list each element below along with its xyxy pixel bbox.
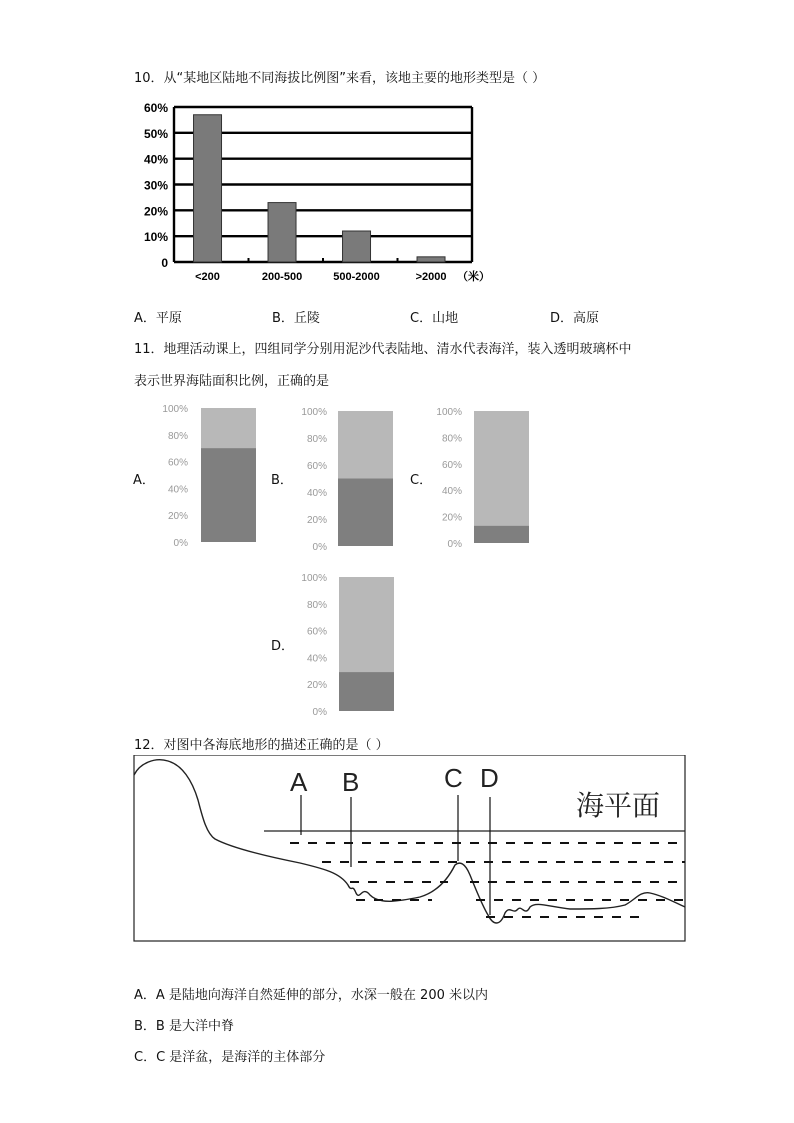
y-tick-label: 50% — [143, 126, 168, 141]
q10-option-b[interactable]: B．丘陵 — [272, 311, 320, 326]
cup-tick-label: 60% — [306, 461, 327, 472]
cup-tick-label: 20% — [441, 512, 462, 524]
cup-tick-label: 100% — [301, 573, 327, 584]
q11-stem-line2: 表示世界海陆面积比例，正确的是 — [134, 374, 330, 389]
cup-tick-label: 60% — [306, 626, 327, 638]
water-dashes — [290, 843, 685, 917]
y-tick-label: 0 — [161, 256, 168, 270]
cup-tick-label: 0% — [447, 539, 462, 550]
y-tick-label: 30% — [143, 178, 168, 193]
q11-option-a-label[interactable]: A． — [133, 473, 155, 488]
bar — [194, 115, 222, 262]
land-fill — [339, 672, 394, 711]
cup-tick-label: 40% — [306, 488, 327, 499]
diagram-frame — [134, 755, 685, 941]
cup-tick-label: 40% — [306, 653, 327, 665]
q11-option-b-label[interactable]: B． — [271, 473, 293, 488]
q12-option-c[interactable]: C．C 是洋盆，是海洋的主体部分 — [134, 1050, 326, 1065]
bar — [343, 231, 371, 262]
cup-tick-label: 80% — [306, 599, 327, 611]
x-tick-label: >2000 — [415, 271, 447, 283]
cup-tick-label: 100% — [162, 404, 188, 415]
cup-tick-label: 20% — [306, 515, 327, 526]
land-fill — [474, 526, 529, 543]
q10-option-c[interactable]: C．山地 — [410, 311, 459, 326]
y-tick-label: 40% — [143, 152, 168, 167]
land-fill — [201, 448, 256, 542]
x-tick-label: 200-500 — [261, 271, 303, 283]
cup-tick-label: 100% — [436, 407, 462, 418]
label-d: D — [480, 763, 499, 793]
y-tick-label: 20% — [143, 204, 168, 219]
cup-tick-label: 20% — [306, 680, 327, 692]
land-fill — [338, 479, 393, 547]
x-tick-label: <200 — [195, 271, 220, 283]
cup-tick-label: 0% — [312, 542, 327, 553]
q12-stem: 12．对图中各海底地形的描述正确的是（ ） — [134, 738, 389, 753]
bar — [268, 203, 296, 262]
cup-tick-label: 0% — [173, 538, 188, 549]
q11-stem-line1: 11．地理活动课上，四组同学分别用泥沙代表陆地、清水代表海洋，装入透明玻璃杯中 — [134, 342, 632, 357]
cup-tick-label: 40% — [441, 486, 462, 498]
bar — [417, 257, 445, 262]
sea-level-label: 海平面 — [576, 789, 661, 822]
cup-tick-label: 60% — [167, 457, 188, 469]
label-c: C — [444, 763, 463, 793]
q12-option-b[interactable]: B．B 是大洋中脊 — [134, 1019, 234, 1034]
cup-tick-label: 80% — [306, 434, 327, 445]
q12-option-a[interactable]: A．A 是陆地向海洋自然延伸的部分，水深一般在 200 米以内 — [134, 988, 488, 1003]
cup-chart-d — [301, 573, 394, 718]
cup-tick-label: 80% — [167, 430, 188, 442]
x-unit-label: （米） — [457, 271, 491, 283]
label-b: B — [342, 767, 360, 797]
q10-option-d[interactable]: D．高原 — [550, 311, 600, 326]
cup-tick-label: 100% — [301, 407, 327, 418]
y-tick-label: 10% — [143, 230, 168, 245]
q11-option-d-label[interactable]: D． — [271, 639, 295, 654]
cup-charts — [0, 395, 794, 735]
cup-tick-label: 60% — [441, 459, 462, 471]
y-tick-label: 60% — [143, 101, 168, 115]
cup-chart-a — [162, 404, 256, 549]
water-fill — [474, 411, 529, 543]
q10-stem: 10．从“某地区陆地不同海拔比例图”来看，该地主要的地形类型是（ ） — [134, 71, 546, 86]
seafloor-diagram — [0, 755, 794, 955]
cup-chart-b — [301, 407, 393, 553]
terrain-profile — [134, 760, 685, 923]
cup-tick-label: 40% — [167, 484, 188, 496]
cup-tick-label: 80% — [441, 433, 462, 445]
x-tick-label: 500-2000 — [333, 271, 380, 283]
q10-option-a[interactable]: A．平原 — [134, 311, 182, 326]
q11-option-c-label[interactable]: C． — [410, 473, 433, 488]
label-a: A — [290, 767, 308, 797]
cup-tick-label: 0% — [312, 707, 327, 718]
cup-chart-c — [436, 407, 529, 550]
cup-tick-label: 20% — [167, 511, 188, 523]
